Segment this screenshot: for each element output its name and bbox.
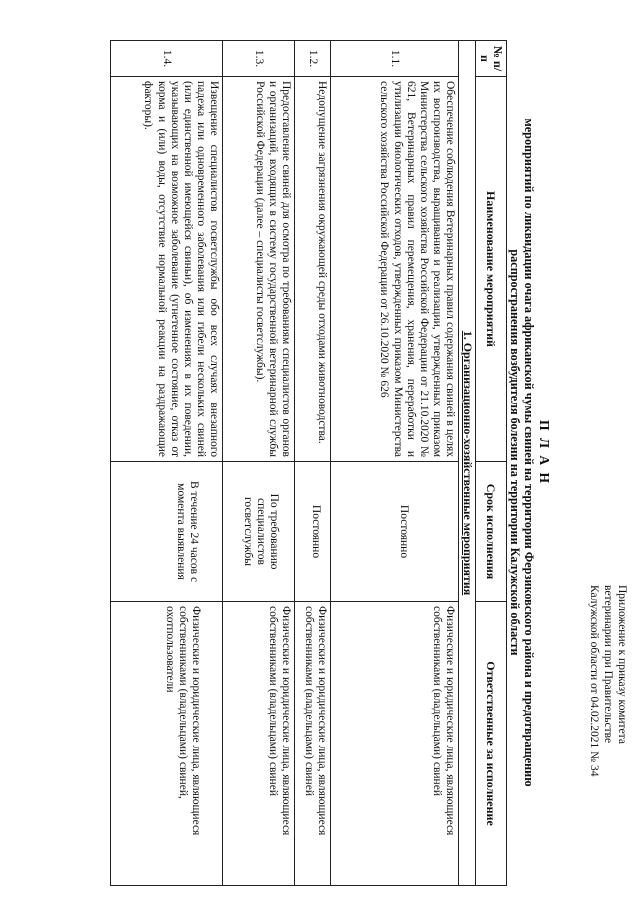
- document-subtitle: [508, 15, 535, 890]
- approval-line: ветеринарии при Правительстве: [602, 585, 614, 744]
- table-header-row: [475, 41, 506, 886]
- row-term: По требованию специалистов госветслужбы: [223, 462, 295, 602]
- row-responsible: Физические и юридические лица, являющиеся собственниками (владельцами) свиней: [223, 602, 295, 886]
- header-resp: Ответственные за исполнение: [475, 602, 506, 886]
- document-title: П Л А Н: [537, 420, 552, 485]
- approval-line: Калужской области от 04.02.2021 № 34: [588, 585, 600, 777]
- table-row: [295, 41, 331, 886]
- approval-stamp: [587, 585, 629, 885]
- row-responsible: Физические и юридические лица, являющиеся собственниками (владельцами) свиней: [295, 602, 331, 886]
- section-row: [459, 41, 475, 886]
- row-description: Предоставление свиней для осмотра по требованиям специалистов органов и организаций, входящих в систему государственной ветеринарной службы Российской Федерации (далее – специалисты госветслужбы).: [223, 77, 295, 462]
- section-title: 1. Организационно-хозяйственные мероприятия: [459, 41, 475, 886]
- row-responsible: Физические и юридические лица, являющиеся собственниками (владельцами) свиней, охотпользователи: [111, 602, 223, 886]
- row-number: 1.4.: [111, 41, 223, 77]
- row-responsible: Физические и юридические лица, являющиеся собственниками (владельцами) свиней: [331, 602, 459, 886]
- row-description: Недопущение загрязнения окружающей среды отходами животноводства.: [295, 77, 331, 462]
- plan-table: [110, 40, 507, 886]
- header-name: Наименование мероприятий: [475, 77, 506, 462]
- row-term: Постоянно: [331, 462, 459, 602]
- row-description: Извещение специалистов госветслужбы обо всех случаях внезапного падежа или одновременного заболевания или гибели нескольких свиней (или единственной имеющейся свиньи), об изменениях в их поведении, указывающих на возможное заболевание (угнетенное состояние, отказ от корма и (или) воды, отсутствие нормальной реакции на раздражающие факторы).: [111, 77, 223, 462]
- table-row: [223, 41, 295, 886]
- subtitle-line: мероприятий по ликвидации очага африканской чумы свиней на территории Ферзиковского района и предотвращению: [522, 118, 536, 787]
- approval-line: Приложение к приказу комитета: [616, 585, 628, 744]
- row-term: Постоянно: [295, 462, 331, 602]
- row-number: 1.2.: [295, 41, 331, 77]
- header-num: № п/п: [475, 41, 506, 77]
- row-number: 1.1.: [331, 41, 459, 77]
- row-term: В течение 24 часов с момента выявления: [111, 462, 223, 602]
- subtitle-line: распространения возбудителя болезни на территории Калужской области: [508, 249, 523, 656]
- table-row: [111, 41, 223, 886]
- row-number: 1.3.: [223, 41, 295, 77]
- row-description: Обеспечение соблюдения Ветеринарных правил содержания свиней в целях их воспроизводства, выращивания и реализации, утвержденных приказом Министерства сельского хозяйства Российской Федерации от 21.10.2020 № 621, Ветеринарных правил перемещения, хранения, переработки и утилизации биологических отходов, утвержденных приказом Министерства сельского хозяйства Российской Федерации от 26.10.2020 № 626: [331, 77, 459, 462]
- table-row: [331, 41, 459, 886]
- header-term: Срок исполнения: [475, 462, 506, 602]
